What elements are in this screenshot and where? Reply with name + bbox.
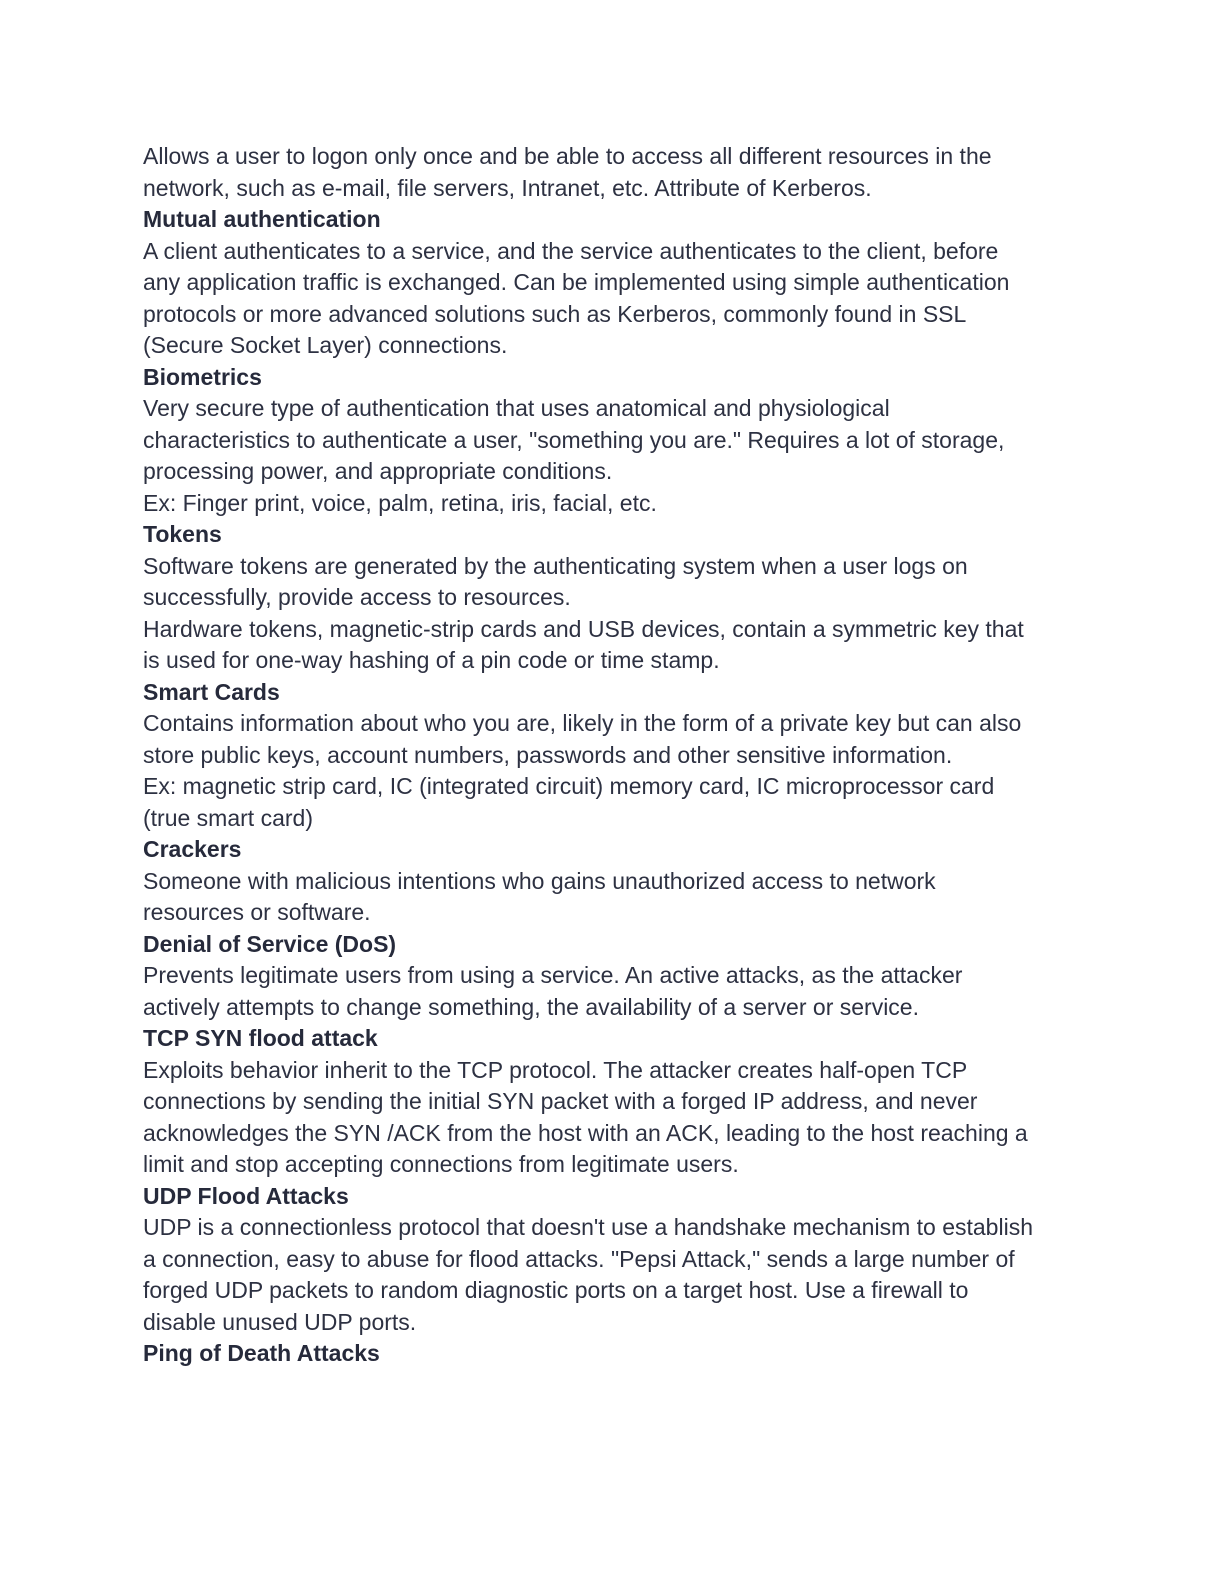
- section-heading: Ping of Death Attacks: [143, 1340, 380, 1366]
- body-text-line: resources or software.: [143, 899, 371, 925]
- body-text-line: limit and stop accepting connections from legitimate users.: [143, 1151, 739, 1177]
- body-text-line: actively attempts to change something, the availability of a server or service.: [143, 993, 919, 1020]
- section-heading: TCP SYN flood attack: [143, 1025, 378, 1051]
- body-text-line: (true smart card): [143, 804, 313, 831]
- body-text-line: (Secure Socket Layer) connections.: [143, 332, 508, 358]
- body-text-line: Hardware tokens, magnetic-strip cards and USB devices, contain a symmetric key that: [143, 615, 1024, 642]
- body-text-line: UDP is a connectionless protocol that doesn't use a handshake mechanism to establish: [143, 1214, 1033, 1240]
- body-text-line: is used for one-way hashing of a pin code or time stamp.: [143, 647, 720, 673]
- body-text-line: Very secure type of authentication that uses anatomical and physiological: [143, 395, 890, 421]
- body-text-line: forged UDP packets to random diagnostic ports on a target host. Use a firewall to: [143, 1277, 969, 1303]
- body-text-line: disable unused UDP ports.: [143, 1308, 417, 1335]
- section-heading: Smart Cards: [143, 678, 280, 705]
- body-text-line: acknowledges the SYN /ACK from the host with an ACK, leading to the host reaching a: [143, 1119, 1028, 1146]
- body-text-line: store public keys, account numbers, passwords and other sensitive information.: [143, 741, 953, 768]
- section-heading: Crackers: [143, 836, 242, 862]
- body-text-line: any application traffic is exchanged. Can be implemented using simple authentication: [143, 269, 1010, 295]
- body-text-line: characteristics to authenticate a user, "something you are." Requires a lot of storage,: [143, 426, 1005, 453]
- body-text-line: Allows a user to logon only once and be able to access all different resources in the: [143, 143, 992, 169]
- section-heading: UDP Flood Attacks: [143, 1182, 349, 1209]
- body-text-line: processing power, and appropriate conditions.: [143, 458, 613, 484]
- body-text-line: Software tokens are generated by the authenticating system when a user logs on: [143, 552, 968, 579]
- section-heading: Tokens: [143, 521, 222, 547]
- section-heading: Denial of Service (DoS): [143, 930, 397, 957]
- body-text-line: Someone with malicious intentions who gains unauthorized access to network: [143, 867, 936, 894]
- body-text-line: connections by sending the initial SYN packet with a forged IP address, and never: [143, 1088, 978, 1114]
- body-text-line: successfully, provide access to resources.: [143, 584, 571, 610]
- body-text-line: network, such as e-mail, file servers, Intranet, etc. Attribute of Kerberos.: [143, 174, 872, 201]
- body-text-line: Exploits behavior inherit to the TCP protocol. The attacker creates half-open TCP: [143, 1056, 968, 1083]
- body-text-line: Prevents legitimate users from using a service. An active attacks, as the attacker: [143, 962, 963, 988]
- body-text-line: a connection, easy to abuse for flood attacks. "Pepsi Attack," sends a large number of: [143, 1245, 1015, 1272]
- body-text-line: Contains information about who you are, likely in the form of a private key but can also: [143, 710, 1022, 736]
- document-page: [143, 141, 1078, 1370]
- body-text-line: protocols or more advanced solutions such as Kerberos, commonly found in SSL: [143, 300, 967, 327]
- section-heading: Biometrics: [143, 363, 262, 390]
- body-text-line: Ex: magnetic strip card, IC (integrated circuit) memory card, IC microprocessor card: [143, 773, 995, 799]
- body-text-line: Ex: Finger print, voice, palm, retina, iris, facial, etc.: [143, 489, 657, 516]
- section-heading: Mutual authentication: [143, 206, 381, 232]
- body-text-line: A client authenticates to a service, and the service authenticates to the client, before: [143, 237, 999, 264]
